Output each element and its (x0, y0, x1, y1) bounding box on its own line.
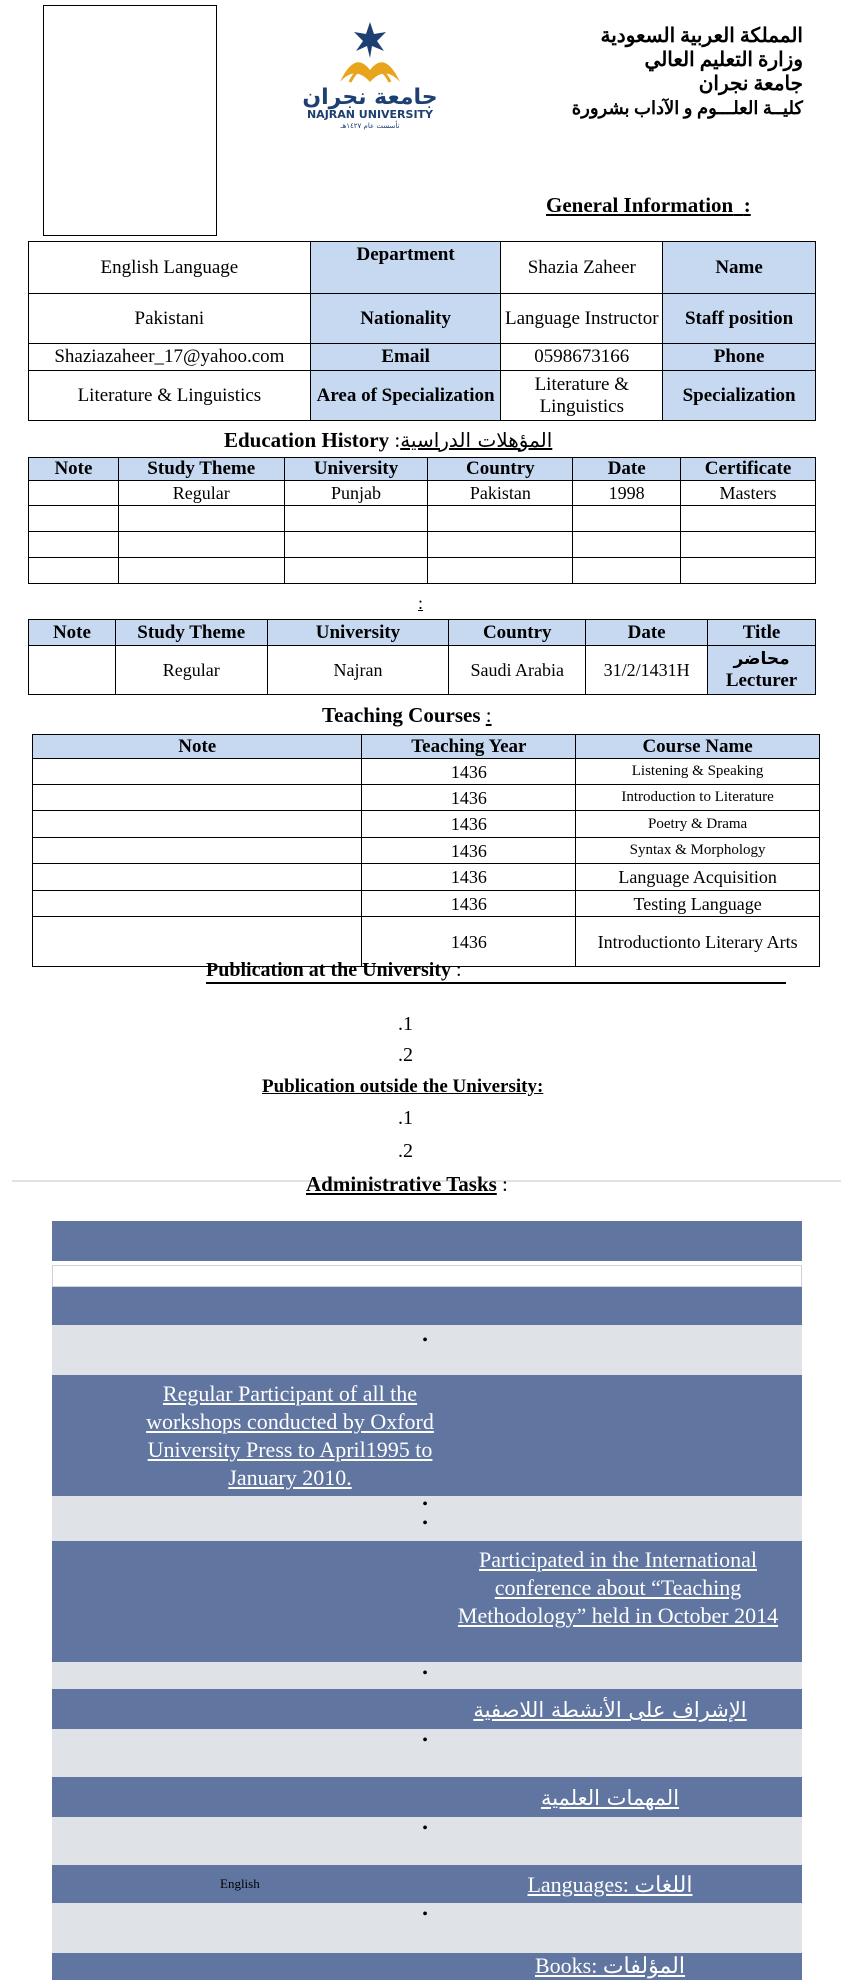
col-certificate: Certificate (681, 458, 816, 481)
phone-value: 0598673166 (501, 344, 663, 371)
university-logo (300, 20, 440, 130)
languages-value: English (220, 1876, 260, 1891)
table-row: 1436 Introductionto Literary Arts (33, 917, 820, 967)
area-label: Area of Specialization (310, 371, 501, 421)
header-line-2: وزارة التعليم العالي (644, 49, 803, 71)
name-value: Shazia Zaheer (501, 242, 663, 294)
email-label: Email (310, 344, 501, 371)
general-info-table (28, 241, 816, 421)
activities-text: الإشراف على الأنشطة اللاصفية (473, 1698, 747, 1722)
table-row (29, 242, 816, 294)
table-header-row (29, 458, 816, 481)
publication-out-item-2: .2 (398, 1140, 413, 1162)
nationality-label: Nationality (310, 294, 501, 344)
job-title-cell: محاضر Lecturer (708, 646, 816, 695)
logo-arabic: جامعة نجران (302, 85, 438, 110)
col-title: Title (708, 620, 816, 646)
department-value: English Language (29, 242, 311, 294)
table-row (29, 532, 816, 558)
col-date: Date (586, 620, 708, 646)
publication-out-item-1: .1 (398, 1107, 413, 1129)
col-note: Note (29, 458, 119, 481)
nationality-value: Pakistani (29, 294, 311, 344)
table-row (29, 344, 816, 371)
bullet: • (422, 1906, 428, 1923)
col-note: Note (33, 735, 362, 759)
header-line-1: المملكة العربية السعودية (600, 25, 803, 47)
teaching-table (32, 734, 820, 967)
col-university: University (267, 620, 449, 646)
bullet: • (422, 1820, 428, 1837)
specialization-value: Literature & Linguistics (501, 371, 663, 421)
publication-in-item-2: .2 (398, 1044, 413, 1066)
table-row: Regular Punjab Pakistan 1998 Masters (29, 481, 816, 506)
name-label: Name (663, 242, 816, 294)
admin-band (52, 1221, 802, 1261)
education-title: Education History :المؤهلات الدراسية (224, 428, 553, 452)
col-university: University (284, 458, 428, 481)
table-row: 1436 Testing Language (33, 891, 820, 917)
publication-in-title: Publication at the University : (206, 958, 786, 984)
scientific-text: المهمات العلمية (540, 1786, 680, 1810)
admin-band (52, 1287, 802, 1325)
logo-emblem-icon (300, 20, 440, 130)
workshops-text: Regular Participant of all the workshops conducted by Oxford University Press to April1995 to January 2010. (146, 1381, 434, 1490)
staff-position-value: Language Instructor (501, 294, 663, 344)
col-country: Country (428, 458, 573, 481)
staff-position-label: Staff position (663, 294, 816, 344)
publication-out-title: Publication outside the University: (262, 1076, 544, 1097)
table-row (29, 558, 816, 584)
bullet: • (422, 1332, 428, 1349)
education-title-arabic: المؤهلات الدراسية (400, 428, 553, 452)
col-course-name: Course Name (576, 735, 820, 759)
col-country: Country (449, 620, 586, 646)
table-row: 1436 Syntax & Morphology (33, 838, 820, 864)
department-label: Department (310, 242, 501, 294)
logo-english: NAJRAN UNIVERSITY (306, 108, 434, 121)
table-row: 1436 Language Acquisition (33, 864, 820, 891)
col-date: Date (573, 458, 681, 481)
table-row (29, 506, 816, 532)
bullet: • (422, 1496, 428, 1513)
table-row (29, 294, 816, 344)
languages-text: Languages: اللغات (527, 1872, 693, 1897)
col-study-theme: Study Theme (118, 458, 284, 481)
table-row (29, 371, 816, 421)
specialization-label: Specialization (663, 371, 816, 421)
conference-text: Participated in the International conference about “Teaching Methodology” held in October 2014 (457, 1547, 779, 1628)
jobs-table (28, 619, 816, 695)
table-row: 1436 Listening & Speaking (33, 759, 820, 785)
table-row: 1436 Introduction to Literature (33, 785, 820, 811)
email-value: Shaziazaheer_17@yahoo.com (29, 344, 311, 371)
col-note: Note (29, 620, 116, 646)
table-row: Regular Najran Saudi Arabia 31/2/1431H محاضر Lecturer (29, 646, 816, 695)
general-info-title: General Information : (546, 193, 751, 217)
photo-placeholder (43, 5, 217, 236)
header-line-3: جامعة نجران (698, 73, 803, 95)
table-header-row (29, 620, 816, 646)
table-header-row (33, 735, 820, 759)
col-study-theme: Study Theme (115, 620, 267, 646)
bullet: • (422, 1515, 428, 1532)
col-teaching-year: Teaching Year (362, 735, 576, 759)
arabic-header (572, 24, 803, 120)
admin-title: Administrative Tasks : (306, 1172, 508, 1196)
header-line-4: كليــة العلـــوم و الآداب بشرورة (571, 98, 803, 118)
phone-label: Phone (663, 344, 816, 371)
area-value: Literature & Linguistics (29, 371, 311, 421)
education-table (28, 457, 816, 584)
logo-sub: تأسست عام ١٤٢٧هـ (340, 122, 400, 130)
bullet: • (422, 1665, 428, 1682)
publication-in-item-1: .1 (398, 1013, 413, 1035)
books-text: Books: المؤلفات (534, 1953, 685, 1978)
admin-band (52, 1265, 802, 1287)
bullet: • (422, 1732, 428, 1749)
jobs-colon: : (418, 593, 424, 613)
table-row: 1436 Poetry & Drama (33, 811, 820, 838)
teaching-title: Teaching Courses : (322, 703, 492, 727)
